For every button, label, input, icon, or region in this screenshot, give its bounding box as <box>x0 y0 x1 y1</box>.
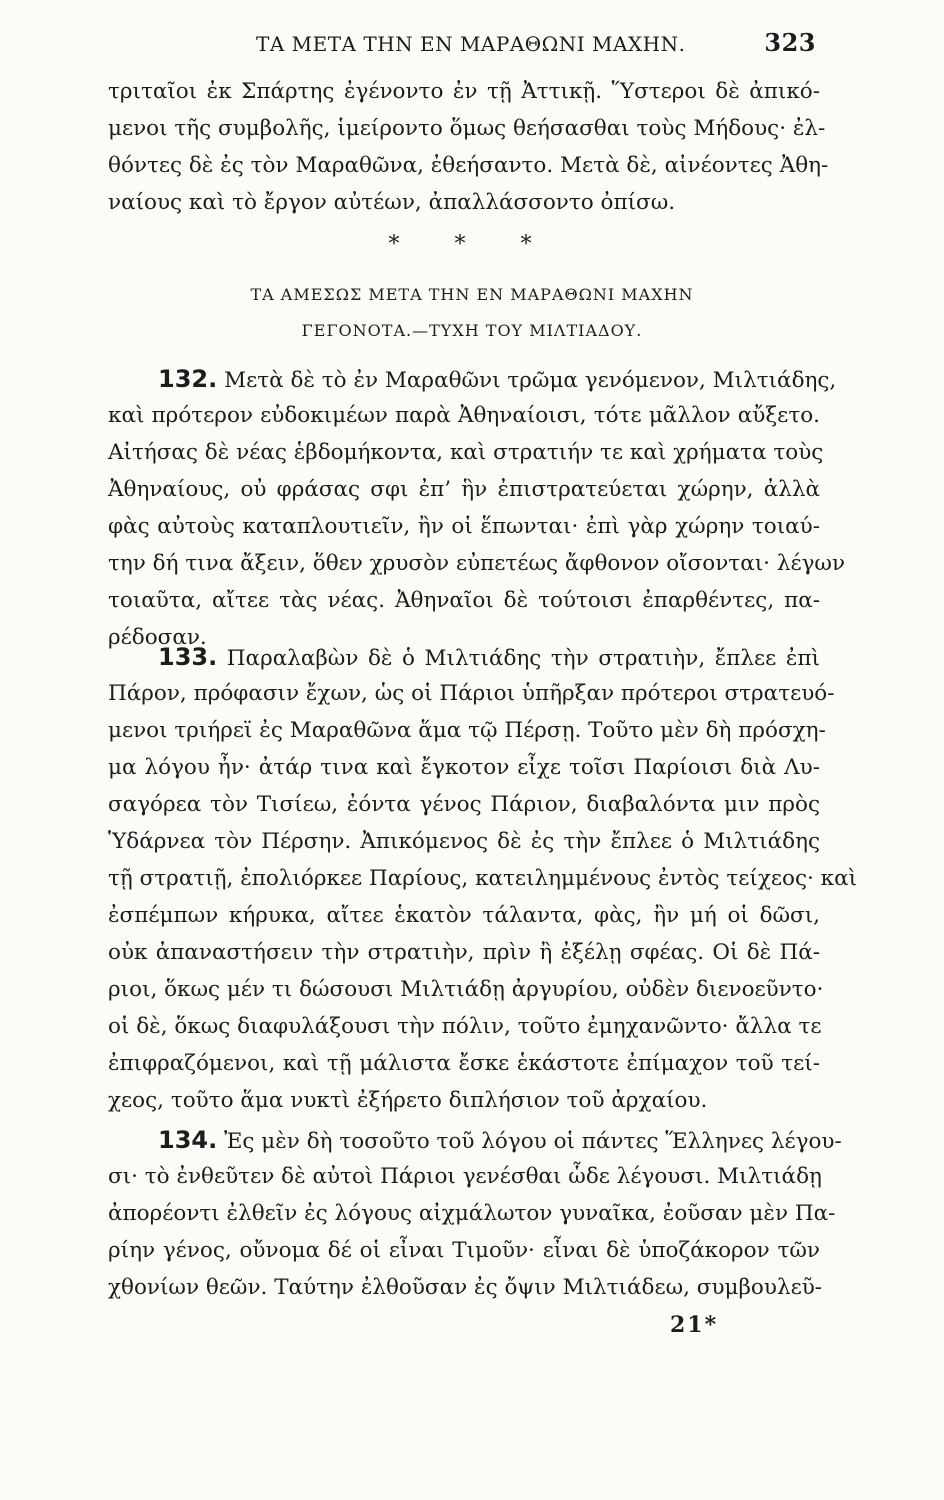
paragraph-text: Μετὰ δὲ τὸ ἐν Μαραθῶνι τρῶμα γενόμενον, Μιλτιάδης, <box>224 368 837 393</box>
paragraph-line: Ὑδάρνεα τὸν Πέρσην. Ἀπικόμενος δὲ ἐς τὴν ἔπλεε ὁ Μιλτιάδης <box>108 829 820 854</box>
paragraph-line: τῇ στρατιῇ, ἐπολιόρκεε Παρίους, κατειλημμένους ἐντὸς τείχεος· καὶ <box>108 866 858 891</box>
paragraph-line: Πάρον, πρόφασιν ἔχων, ὡς οἱ Πάριοι ὑπῆρξαν πρότεροι στρατευό- <box>108 681 835 706</box>
paragraph-line: σαγόρεα τὸν Τισίεω, ἐόντα γένος Πάριον, διαβαλόντα μιν πρὸς <box>108 792 820 817</box>
paragraph-line: φὰς αὐτοὺς καταπλουτιεῖν, ἢν οἱ ἕπωνται· ἐπὶ γὰρ χώρην τοιαύ- <box>108 514 820 539</box>
paragraph-line: την δή τινα ἄξειν, ὅθεν χρυσὸν εὐπετέως ἄφθονον οἴσονται· λέγων <box>108 551 846 576</box>
paragraph-line: μα λόγου ἦν· ἀτάρ τινα καὶ ἔγκοτον εἶχε τοῖσι Παρίοισι διὰ Λυ- <box>108 755 820 780</box>
running-head <box>256 28 816 64</box>
paragraph-line: χεος, τοῦτο ἅμα νυκτὶ ἐξήρετο διπλήσιον τοῦ ἀρχαίου. <box>108 1088 708 1113</box>
paragraph-text: Παραλαβὼν δὲ ὁ Μιλτιάδης τὴν στρατιὴν, ἔπλεε ἐπὶ <box>226 646 820 671</box>
intro-line: ναίους καὶ τὸ ἔργον αὐτέων, ἀπαλλάσσοντο ὀπίσω. <box>108 190 676 215</box>
paragraph-line: ριοι, ὅκως μέν τι δώσουσι Μιλτιάδῃ ἀργυρίου, οὐδὲν διενοεῦντο· <box>108 977 824 1002</box>
paragraph-line: μενοι τριήρεϊ ἐς Μαραθῶνα ἅμα τῷ Πέρσῃ. Τοῦτο μὲν δὴ πρόσχη- <box>108 718 826 743</box>
paragraph-line: ἐσπέμπων κήρυκα, αἴτεε ἑκατὸν τάλαντα, φὰς, ἢν μή οἱ δῶσι, <box>108 903 820 928</box>
paragraph-text: Ἐς μὲν δὴ τοσοῦτο τοῦ λόγου οἱ πάντες Ἕλληνες λέγου- <box>224 1129 842 1154</box>
page-number: 323 <box>764 28 816 57</box>
paragraph-line: ρίην γένος, οὔνομα δέ οἱ εἶναι Τιμοῦν· εἶναι δὲ ὑποζάκορον τῶν <box>108 1238 820 1263</box>
intro-line: τριταῖοι ἐκ Σπάρτης ἐγένοντο ἐν τῇ Ἀττικῇ. Ὕστεροι δὲ ἀπικό- <box>108 79 820 104</box>
intro-line: θόντες δὲ ἐς τὸν Μαραθῶνα, ἐθεήσαντο. Μετὰ δὲ, αἰνέοντες Ἀθη- <box>108 153 829 178</box>
paragraph-first-line <box>158 641 820 673</box>
paragraph-line: χθονίων θεῶν. Ταύτην ἐλθοῦσαν ἐς ὄψιν Μιλτιάδεω, συμβουλεῦ- <box>108 1275 823 1300</box>
paragraph-line: Ἀθηναίους, οὐ φράσας σφι ἐπ’ ἣν ἐπιστρατεύεται χώρην, ἀλλὰ <box>108 477 820 502</box>
paragraph-line: Αἰτήσας δὲ νέας ἑβδομήκοντα, καὶ στρατιήν τε καὶ χρήματα τοὺς <box>108 440 824 465</box>
paragraph-first-line <box>158 363 837 395</box>
paragraph-number: 132. <box>158 365 218 393</box>
paragraph-line: ἐπιφραζόμενοι, καὶ τῇ μάλιστα ἔσκε ἑκάστοτε ἐπίμαχον τοῦ τεί- <box>108 1051 820 1076</box>
paragraph-number: 133. <box>158 643 218 671</box>
paragraph-line: τοιαῦτα, αἴτεε τὰς νέας. Ἀθηναῖοι δὲ τούτοισι ἐπαρθέντες, πα- <box>108 588 820 613</box>
paragraph-first-line <box>158 1124 842 1156</box>
paragraph-line: ρέδοσαν. <box>108 625 207 650</box>
paragraph-line: καὶ πρότερον εὐδοκιμέων παρὰ Ἀθηναίοισι, τότε μᾶλλον αὔξετο. <box>108 403 820 428</box>
running-title: ΤΑ ΜΕΤΑ ΤΗΝ ΕΝ ΜΑΡΑΘΩΝΙ ΜΑΧΗΝ. <box>256 32 686 56</box>
section-separator: * * * <box>388 232 556 257</box>
paragraph-line: ἀπορέοντι ἐλθεῖν ἐς λόγους αἰχμάλωτον γυναῖκα, ἐοῦσαν μὲν Πα- <box>108 1201 836 1226</box>
paragraph-line: οἱ δὲ, ὅκως διαφυλάξουσι τὴν πόλιν, τοῦτο ἐμηχανῶντο· ἄλλα τε <box>108 1014 822 1039</box>
section-heading-line1: ΤΑ ΑΜΕΣΩΣ ΜΕΤΑ ΤΗΝ ΕΝ ΜΑΡΑΘΩΝΙ ΜΑΧΗΝ <box>250 285 694 304</box>
paragraph-line: σι· τὸ ἐνθεῦτεν δὲ αὐτοὶ Πάριοι γενέσθαι ὧδε λέγουσι. Μιλτιάδῃ <box>108 1164 822 1189</box>
paragraph-number: 134. <box>158 1126 218 1154</box>
paragraph-line: οὐκ ἀπαναστήσειν τὴν στρατιὴν, πρὶν ἢ ἐξέλῃ σφέας. Οἱ δὲ Πά- <box>108 940 820 965</box>
signature-mark: 21* <box>670 1312 719 1338</box>
intro-line: μενοι τῆς συμβολῆς, ἱμείροντο ὅμως θεήσασθαι τοὺς Μήδους· ἐλ- <box>108 116 826 141</box>
section-heading-line2: ΓΕΓΟΝΟΤΑ.—ΤΥΧΗ ΤΟΥ ΜΙΛΤΙΑΔΟΥ. <box>301 321 643 340</box>
